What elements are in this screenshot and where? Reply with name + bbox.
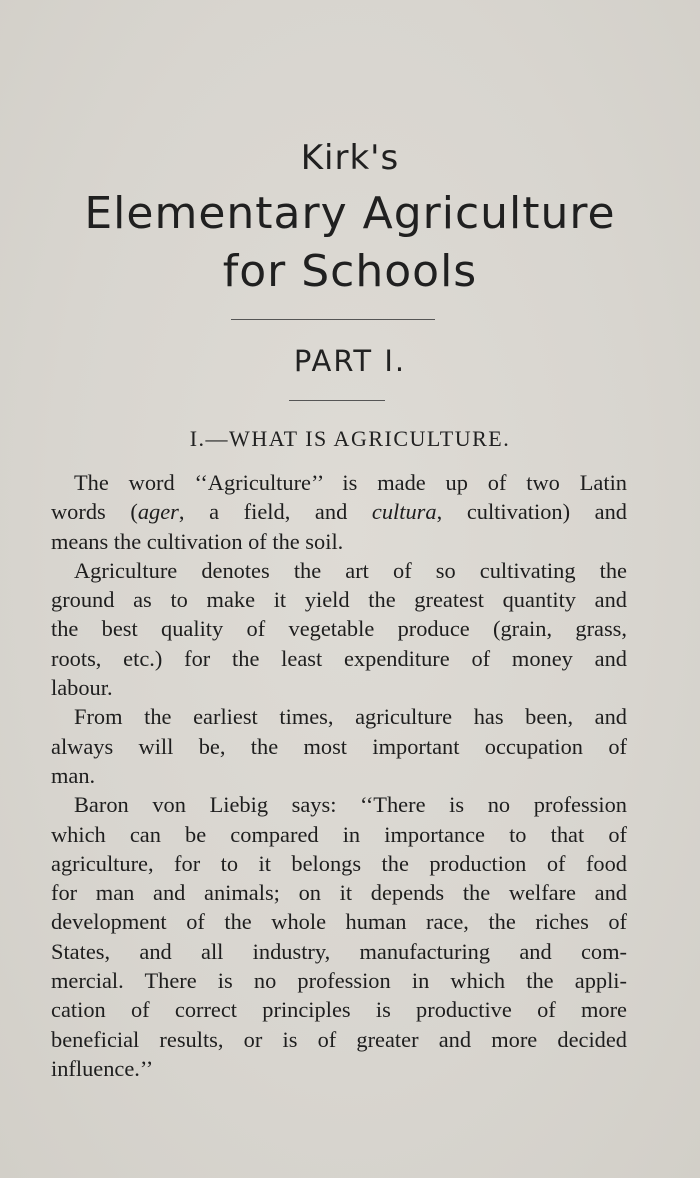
body-line (51, 497, 627, 526)
body-line: always will be, the most important occupation of (51, 733, 627, 759)
body-line: cation of correct principles is productive of more (51, 997, 627, 1023)
body-line: ground as to make it yield the greatest quantity and (51, 587, 627, 613)
body-line: for man and animals; on it depends the welfare and (51, 880, 627, 906)
body-line: Baron von Liebig says: ‘‘There is no profession (74, 792, 627, 818)
title-divider (231, 319, 435, 320)
part-divider (289, 400, 385, 401)
body-line: beneficial results, or is of greater and more decided (51, 1026, 627, 1052)
body-text-fragment: , a field, and (178, 499, 372, 525)
body-line: influence.’’ (51, 1055, 154, 1081)
section-heading: I.—WHAT IS AGRICULTURE. (189, 426, 511, 451)
body-line: the best quality of vegetable produce (grain, grass, (51, 616, 627, 642)
body-line: Agriculture denotes the art of so cultivating the (74, 557, 627, 583)
body-line: agriculture, for to it belongs the production of food (51, 850, 627, 876)
title-line-3: for Schools (222, 246, 478, 297)
body-line: From the earliest times, agriculture has been, and (74, 704, 627, 730)
body-text-fragment: words ( (51, 499, 138, 525)
italic-term: cultura (371, 499, 437, 525)
body-line: The word ‘‘Agriculture’’ is made up of two Latin (74, 470, 627, 495)
body-line: labour. (51, 675, 113, 701)
body-text-fragment: , cultivation) and (436, 499, 628, 525)
body-line: means the cultivation of the soil. (51, 528, 344, 554)
title-line-2: Elementary Agriculture (84, 188, 616, 239)
title-line-1: Kirk's (300, 138, 400, 178)
part-heading: PART I. (293, 344, 407, 378)
italic-term: ager (137, 499, 179, 525)
body-text (51, 468, 627, 1083)
body-line: development of the whole human race, the riches of (51, 909, 627, 935)
body-line: which can be compared in importance to that of (51, 821, 627, 847)
body-line: mercial. There is no profession in which the appli- (51, 968, 627, 994)
body-line: man. (51, 762, 96, 788)
body-line: States, and all industry, manufacturing and com- (51, 938, 627, 964)
body-line: roots, etc.) for the least expenditure of money and (51, 645, 627, 671)
